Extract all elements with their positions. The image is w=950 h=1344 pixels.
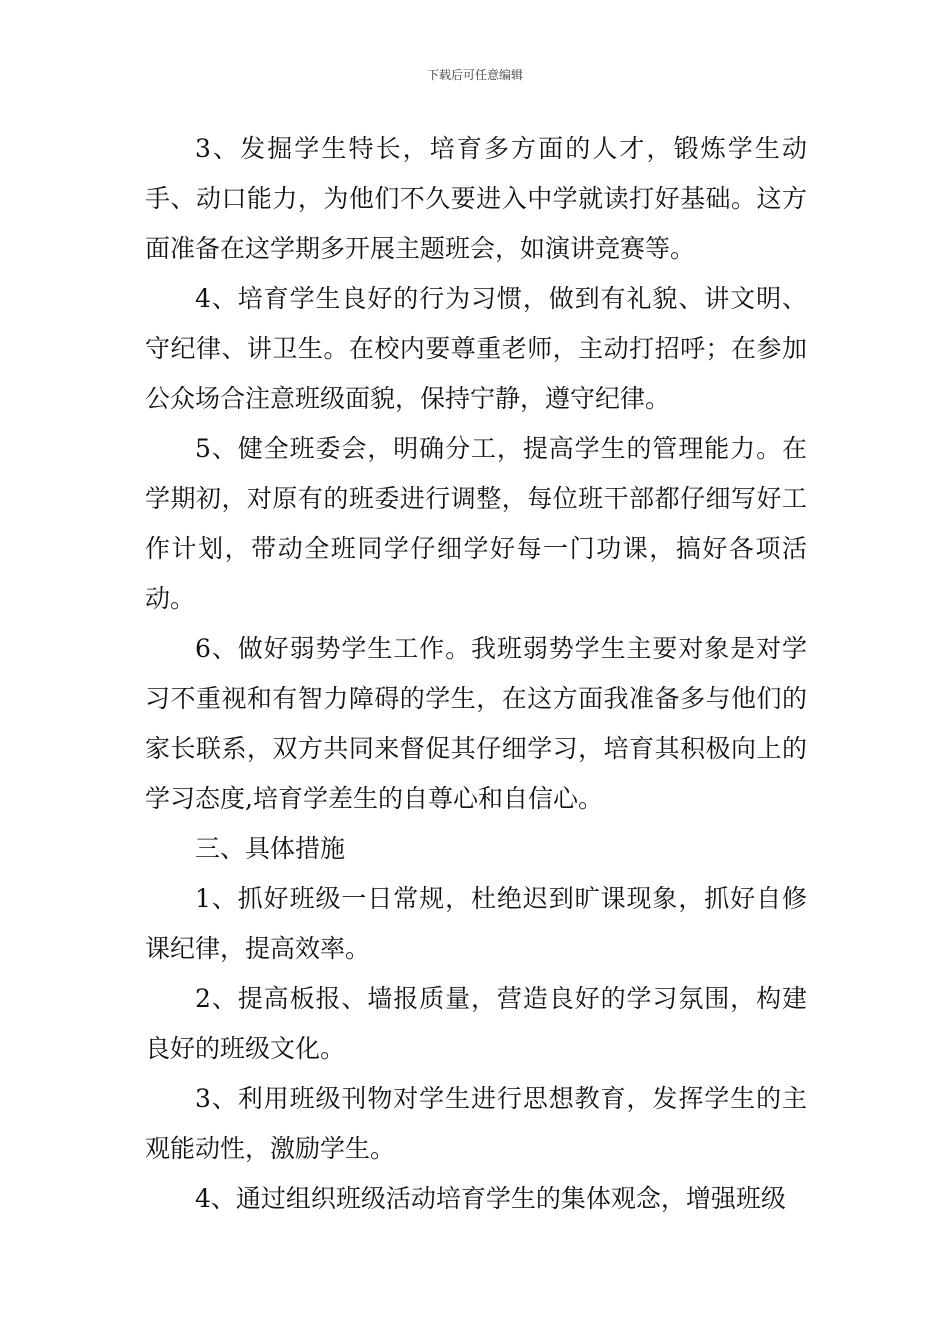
paragraph-item-3: 3、发掘学生特长，培育多方面的人才，锻炼学生动手、动口能力，为他们不久要进入中学就读打好基础。这方面准备在这学期多开展主题班会，如演讲竞赛等。 <box>145 134 807 263</box>
paragraph-item-6: 6、做好弱势学生工作。我班弱势学生主要对象是对学习不重视和有智力障碍的学生，在这方面我准备多与他们的家长联系，双方共同来督促其仔细学习，培育其积极向上的学习态度,培育学差生的自尊心和自信心。 <box>145 634 807 813</box>
measure-item-4: 4、通过组织班级活动培育学生的集体观念，增强班级 <box>195 1184 786 1213</box>
page-header: 下载后可任意编辑 <box>426 68 523 82</box>
paragraph-item-5: 5、健全班委会，明确分工，提高学生的管理能力。在学期初，对原有的班委进行调整，每位班干部都仔细写好工作计划，带动全班同学仔细学好每一门功课，搞好各项活动。 <box>145 434 807 613</box>
section-heading: 三、具体措施 <box>195 834 346 863</box>
measure-item-2: 2、提高板报、墙报质量，营造良好的学习氛围，构建良好的班级文化。 <box>145 984 807 1063</box>
measure-item-3: 3、利用班级刊物对学生进行思想教育，发挥学生的主观能动性，激励学生。 <box>145 1084 807 1163</box>
measure-item-1: 1、抓好班级一日常规，杜绝迟到旷课现象，抓好自修课纪律，提高效率。 <box>145 884 807 963</box>
paragraph-item-4: 4、培育学生良好的行为习惯，做到有礼貌、讲文明、守纪律、讲卫生。在校内要尊重老师，主动打招呼；在参加公众场合注意班级面貌，保持宁静，遵守纪律。 <box>145 284 807 413</box>
document-body <box>145 124 807 1224</box>
